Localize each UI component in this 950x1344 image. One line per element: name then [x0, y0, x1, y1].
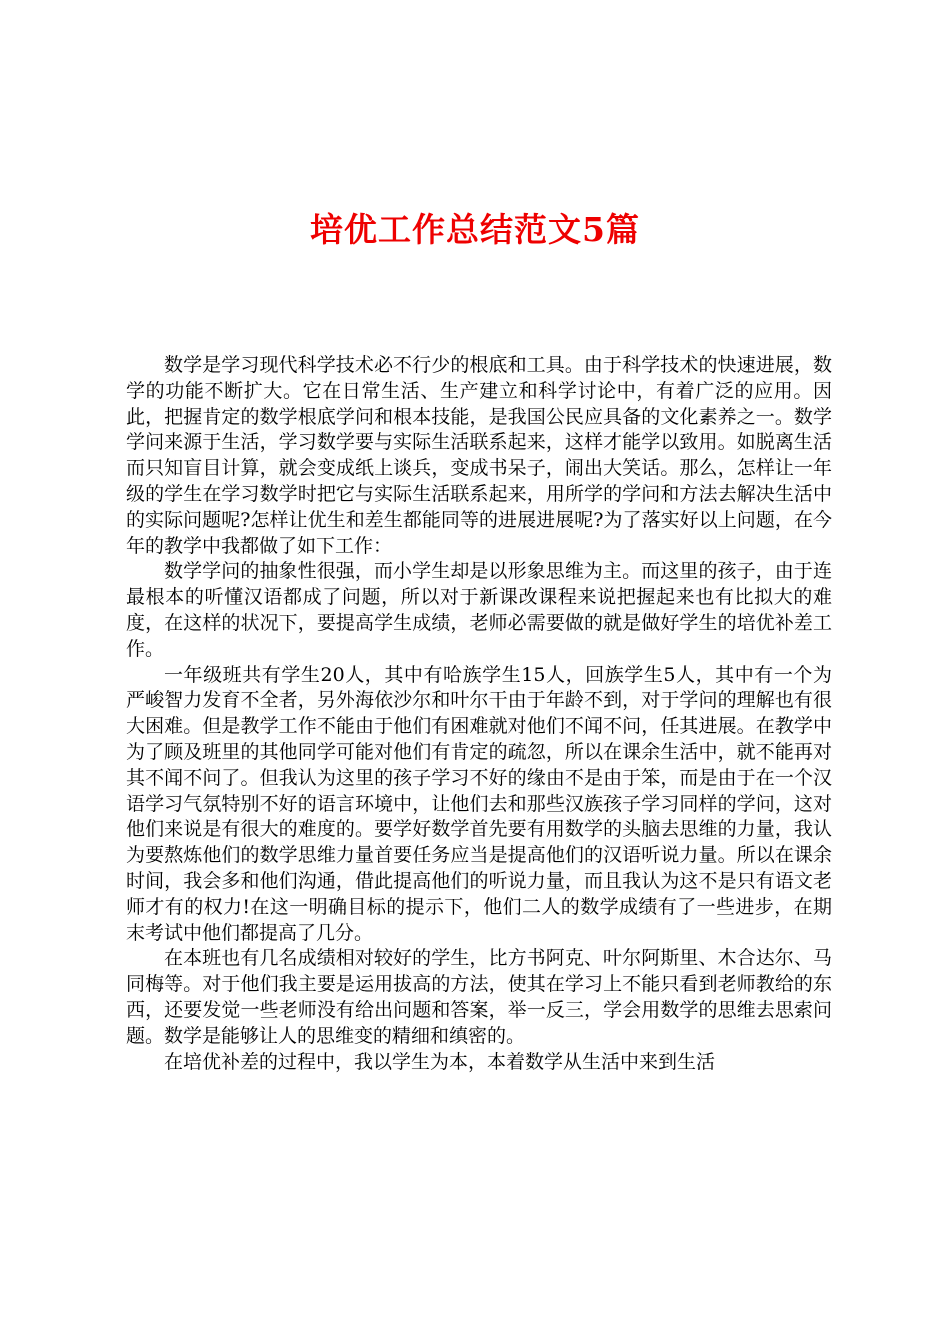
document-body: [126, 353, 832, 1075]
paragraph: 一年级班共有学生20人，其中有哈族学生15人，回族学生5人，其中有一个为严峻智力发育不全者，另外海依沙尔和叶尔干由于年龄不到，对于学问的理解也有很大困难。但是教学工作不能由于他们有困难就对他们不闻不问，任其进展。在教学中为了顾及班里的其他同学可能对他们有肯定的疏忽，所以在课余生活中，就不能再对其不闻不问了。但我认为这里的孩子学习不好的缘由不是由于笨，而是由于在一个汉语学习气氛特别不好的语言环境中，让他们去和那些汉族孩子学习同样的学问，这对他们来说是有很大的难度的。要学好数学首先要有用数学的头脑去思维的力量，我认为要熬炼他们的数学思维力量首要任务应当是提高他们的汉语听说力量。所以在课余时间，我会多和他们沟通，借此提高他们的听说力量，而且我认为这不是只有语文老师才有的权力!在这一明确目标的提示下，他们二人的数学成绩有了一些进步，在期末考试中他们都提高了几分。: [126, 663, 832, 944]
paragraph: 在本班也有几名成绩相对较好的学生，比方书阿克、叶尔阿斯里、木合达尔、马同梅等。对于他们我主要是运用拔高的方法，使其在学习上不能只看到老师教给的东西，还要发觉一些老师没有给出问题和答案，举一反三，学会用数学的思维去思索问题。数学是能够让人的思维变的精细和缜密的。: [126, 947, 832, 1047]
paragraph: 数学学问的抽象性很强，而小学生却是以形象思维为主。而这里的孩子，由于连最根本的听懂汉语都成了问题，所以对于新课改课程来说把握起来也有比拟大的难度，在这样的状况下，要提高学生成绩，老师必需要做的就是做好学生的培优补差工作。: [126, 560, 832, 660]
paragraph: 数学是学习现代科学技术必不行少的根底和工具。由于科学技术的快速进展，数学的功能不断扩大。它在日常生活、生产建立和科学讨论中，有着广泛的应用。因此，把握肯定的数学根底学问和根本技能，是我国公民应具备的文化素养之一。数学学问来源于生活，学习数学要与实际生活联系起来，这样才能学以致用。如脱离生活而只知盲目计算，就会变成纸上谈兵，变成书呆子，闹出大笑话。那么，怎样让一年级的学生在学习数学时把它与实际生活联系起来，用所学的学问和方法去解决生活中的实际问题呢?怎样让优生和差生都能同等的进展进展呢?为了落实好以上问题，在今年的教学中我都做了如下工作：: [126, 354, 832, 557]
paragraph: 在培优补差的过程中，我以学生为本，本着数学从生活中来到生活: [164, 1050, 716, 1073]
document-title: 培优工作总结范文5篇: [310, 210, 640, 249]
